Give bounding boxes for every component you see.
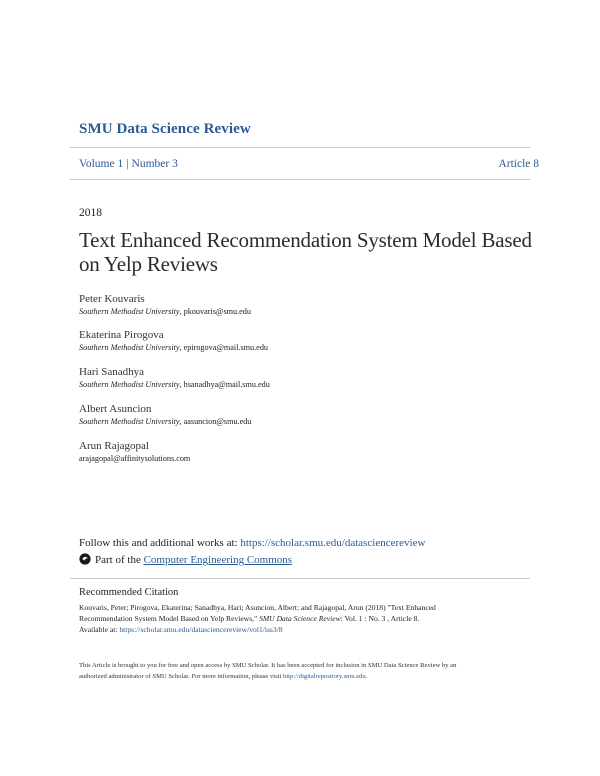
commons-link[interactable]: Computer Engineering Commons — [143, 554, 293, 566]
citation-url[interactable]: https://scholar.smu.edu/datasciencereview/vol1/iss3/8 — [119, 625, 283, 634]
bepress-icon — [79, 553, 91, 568]
author-name: Arun Rajagopal — [79, 440, 149, 452]
author-email: , aasuncion@smu.edu — [179, 417, 252, 426]
citation-volume: : Vol. 1 : No. 3 , Article 8. — [340, 614, 420, 623]
author-affiliation — [79, 379, 539, 390]
divider-citation — [70, 578, 530, 579]
publication-year: 2018 — [79, 207, 102, 219]
author-affiliation — [79, 342, 539, 353]
available-label: Available at: — [79, 625, 120, 634]
author-block — [79, 402, 539, 427]
digital-repository-link[interactable]: http://digitalrepository.smu.edu — [283, 673, 366, 680]
author-block — [79, 439, 539, 464]
repository-link[interactable]: https://scholar.smu.edu/datasciencereview — [240, 537, 426, 549]
author-name: Hari Sanadhya — [79, 366, 145, 378]
volume-link[interactable]: Volume 1 — [79, 158, 124, 170]
follow-text: Follow this and additional works at: — [79, 537, 241, 549]
divider-top — [70, 147, 530, 148]
recommended-citation-heading: Recommended Citation — [79, 587, 179, 598]
recommended-citation — [79, 602, 539, 635]
footer-period: . — [365, 673, 368, 680]
citation-line — [79, 613, 539, 624]
issue-row — [79, 158, 539, 170]
author-block — [79, 292, 539, 317]
affiliation-name: Southern Methodist University — [79, 380, 180, 389]
affiliation-name: Southern Methodist University — [79, 343, 180, 352]
footer-line: This Article is brought to you for free and open access by SMU Scholar. It has been accepted for inclusion in SMU Data Science Review by an — [79, 662, 457, 669]
citation-line: Kouvaris, Peter; Pirogova, Ekaterina; Sanadhya, Hari; Asuncion, Albert; and Rajagopal, Arun (2018) "Text Enhanced — [79, 603, 436, 612]
author-email: , hsanadhya@mail.smu.edu — [179, 380, 270, 389]
issue-separator: | — [126, 158, 129, 170]
author-affiliation — [79, 306, 539, 317]
author-name: Ekaterina Pirogova — [79, 329, 164, 341]
part-of-line — [79, 553, 292, 568]
citation-line — [79, 624, 539, 635]
footer-line — [79, 671, 539, 682]
part-of-text: Part of the — [95, 554, 144, 566]
author-block — [79, 328, 539, 353]
citation-text: Recommendation System Model Based on Yelp Reviews," — [79, 614, 260, 623]
follow-line — [79, 537, 425, 549]
journal-title[interactable]: SMU Data Science Review — [79, 121, 251, 137]
author-email: , pkouvaris@smu.edu — [179, 307, 251, 316]
author-name: Peter Kouvaris — [79, 293, 145, 305]
footer-text: authorized administrator of SMU Scholar. For more information, please visit — [79, 673, 284, 680]
footer-notice — [79, 660, 539, 682]
citation-journal: SMU Data Science Review — [259, 614, 341, 623]
affiliation-name: Southern Methodist University — [79, 307, 180, 316]
author-affiliation — [79, 453, 539, 464]
author-affiliation — [79, 416, 539, 427]
number-link[interactable]: Number 3 — [131, 158, 178, 170]
author-block — [79, 365, 539, 390]
author-email: , epirogova@mail.smu.edu — [179, 343, 269, 352]
affiliation-name: Southern Methodist University — [79, 417, 180, 426]
author-email: arajagopal@affinitysolutions.com — [79, 454, 191, 463]
author-name: Albert Asuncion — [79, 403, 152, 415]
paper-title: Text Enhanced Recommendation System Model Based on Yelp Reviews — [79, 228, 532, 276]
article-link[interactable]: Article 8 — [498, 158, 539, 170]
divider-bottom — [70, 179, 530, 180]
